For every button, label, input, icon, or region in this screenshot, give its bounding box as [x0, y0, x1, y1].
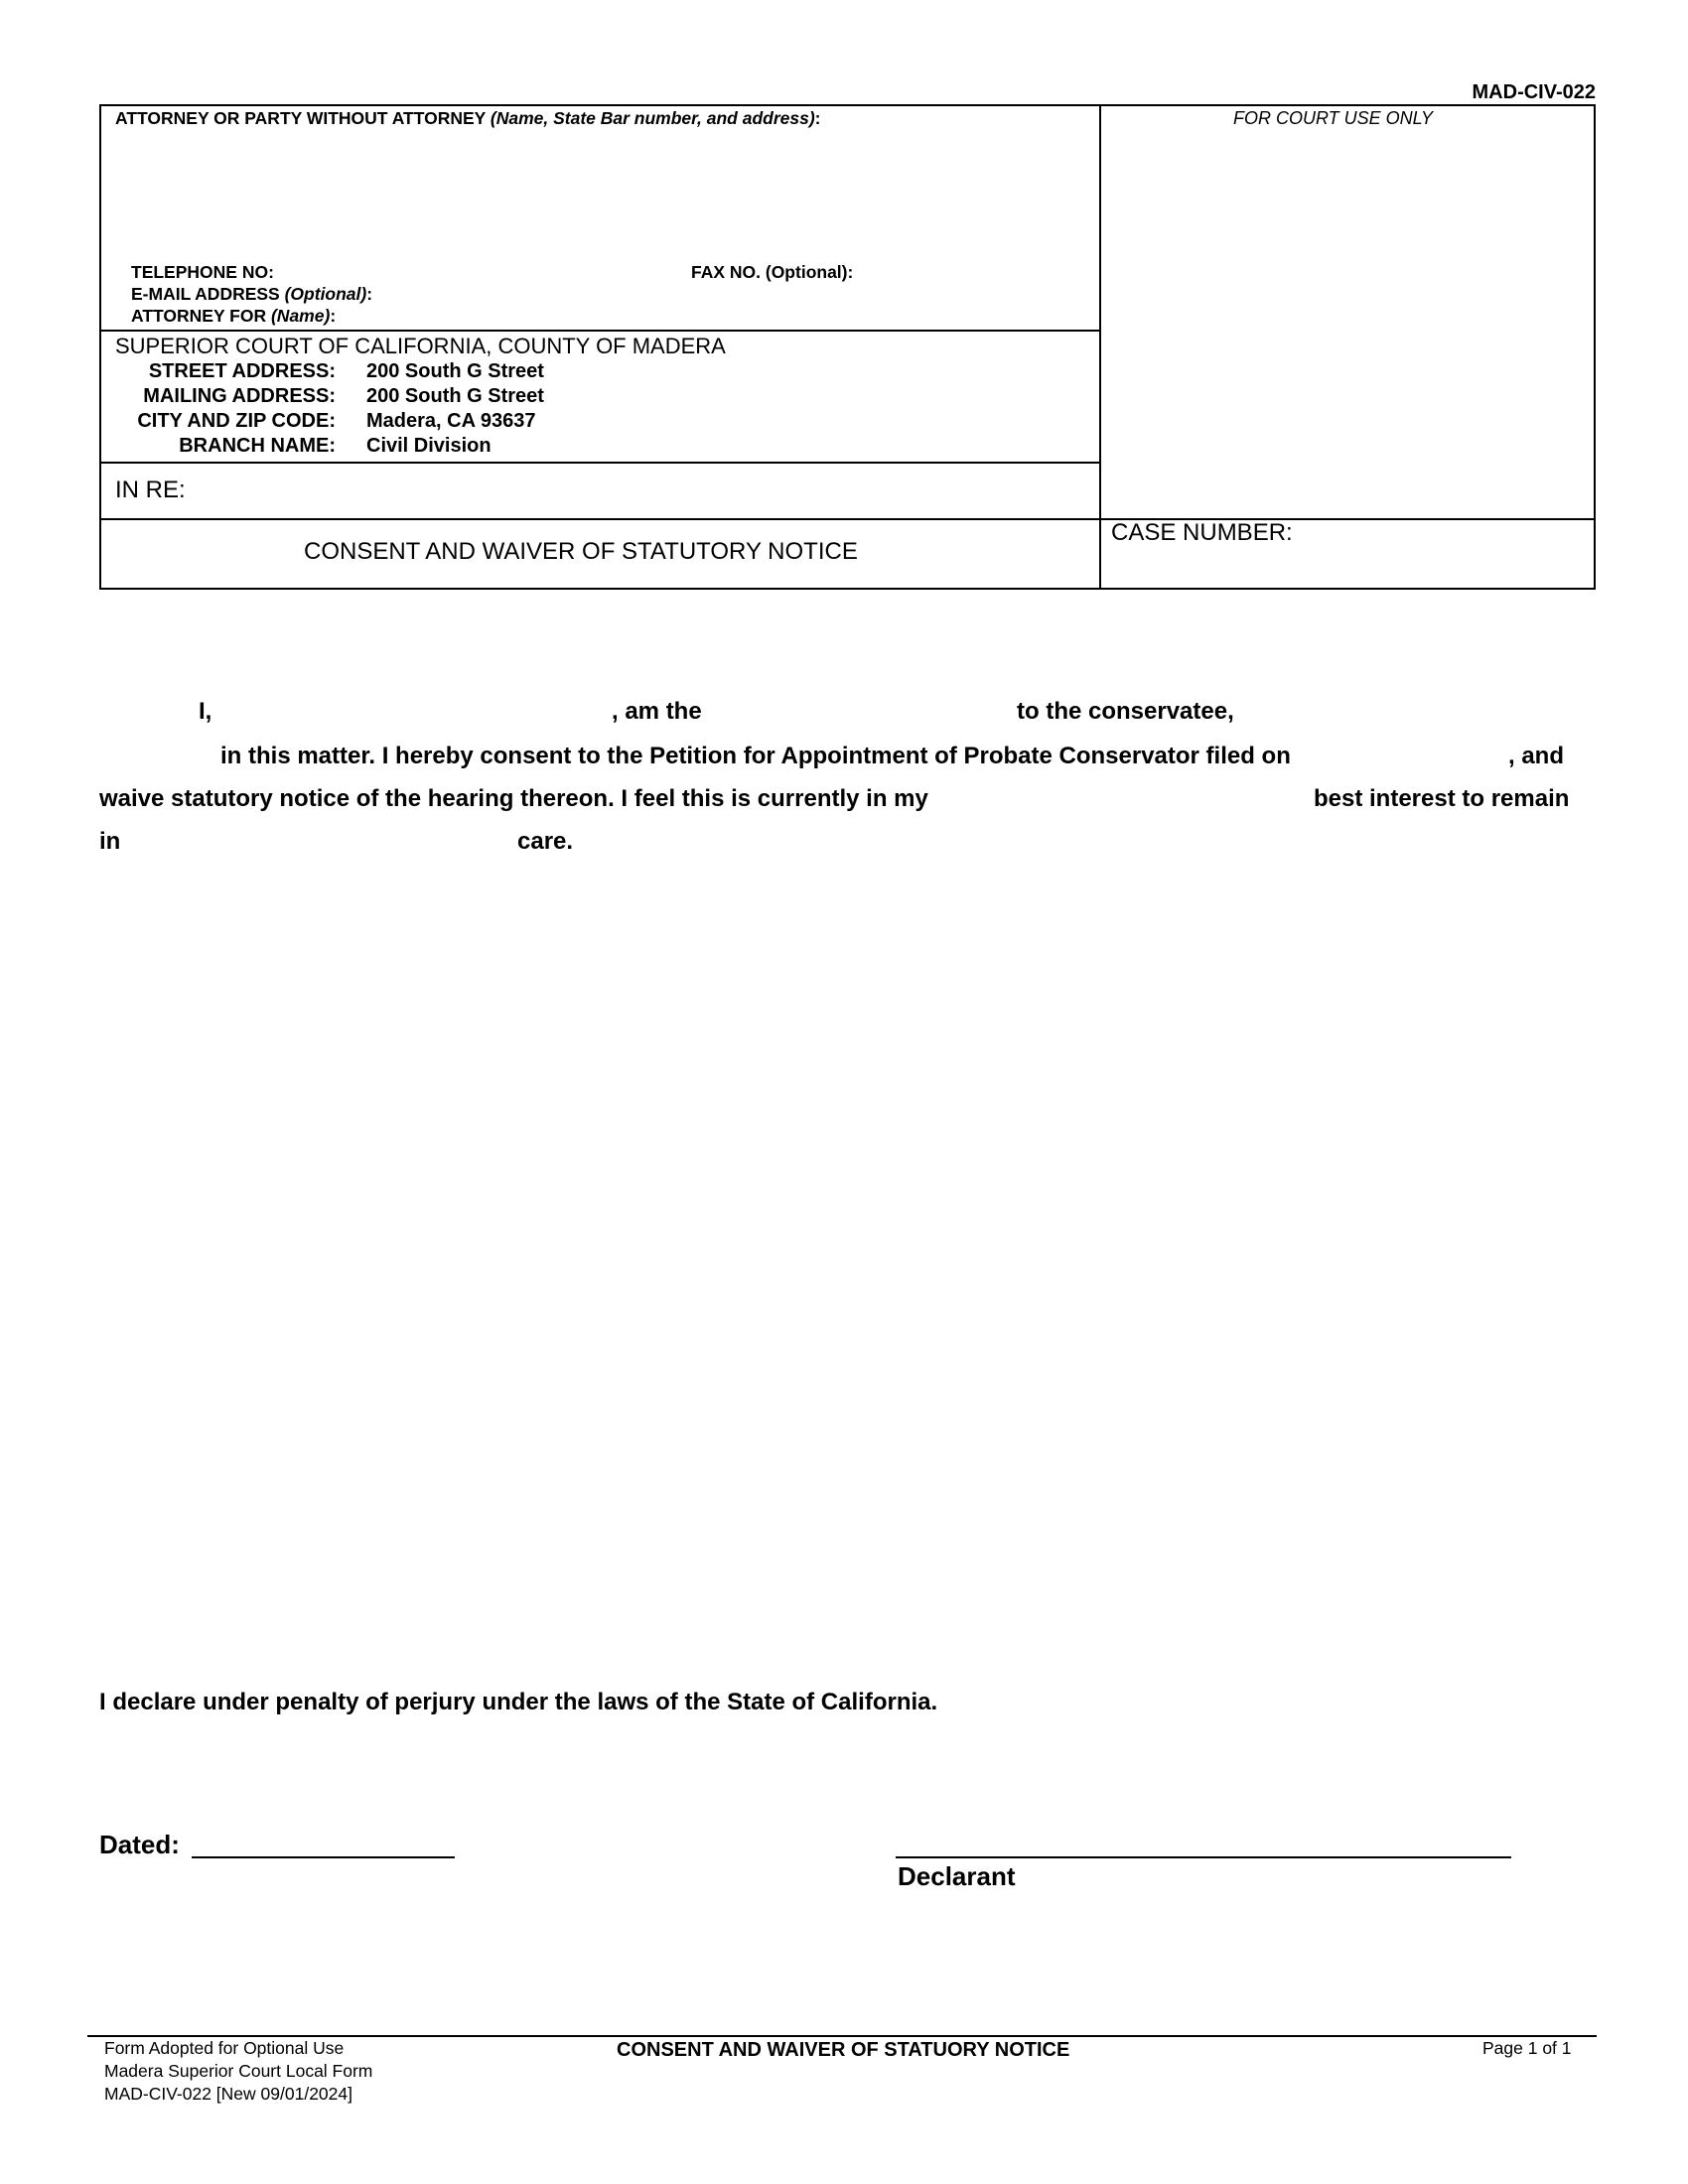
body-line2-and: , and: [1508, 743, 1565, 769]
body-line4-care: care.: [517, 828, 574, 855]
case-number-label: CASE NUMBER:: [1111, 519, 1293, 546]
body-line2-consent: in this matter. I hereby consent to the Petition for Appointment of Probate Conservator filed on: [220, 743, 1291, 769]
court-section-rule: [101, 462, 1099, 464]
mailing-address-value: 200 South G Street: [366, 385, 544, 407]
dated-line[interactable]: [192, 1856, 455, 1858]
body-line1-conservatee: to the conservatee,: [1017, 698, 1234, 725]
city-zip-label: CITY AND ZIP CODE:: [137, 410, 336, 432]
attorney-section-rule: [101, 330, 1099, 332]
street-address-value: 200 South G Street: [366, 360, 544, 382]
in-re-label: IN RE:: [115, 477, 186, 503]
form-id: MAD-CIV-022: [1472, 81, 1596, 103]
caption-header: [99, 104, 1596, 590]
body-line1-i: I,: [199, 698, 212, 725]
email-label: E-MAIL ADDRESS (Optional):: [131, 284, 373, 304]
court-use-only-label: FOR COURT USE ONLY: [1233, 108, 1434, 128]
form-title: CONSENT AND WAIVER OF STATUTORY NOTICE: [304, 538, 858, 565]
fax-label: FAX NO. (Optional):: [691, 262, 854, 282]
body-line3-waive: waive statutory notice of the hearing thereon. I feel this is currently in my: [99, 785, 928, 812]
footer-title: CONSENT AND WAIVER OF STATUORY NOTICE: [617, 2039, 1070, 2061]
declarant-signature-line[interactable]: [896, 1856, 1511, 1858]
attorney-for-label: ATTORNEY FOR (Name):: [131, 306, 337, 326]
court-name: SUPERIOR COURT OF CALIFORNIA, COUNTY OF MADERA: [115, 334, 726, 358]
branch-name-value: Civil Division: [366, 435, 492, 457]
footer-adopted: Form Adopted for Optional Use: [104, 2038, 345, 2058]
body-line4-in: in: [99, 828, 121, 855]
footer-form-revision: MAD-CIV-022 [New 09/01/2024]: [104, 2084, 352, 2104]
body-line3-best-interest: best interest to remain: [1314, 785, 1570, 812]
title-section-rule: [101, 518, 1594, 520]
telephone-label: TELEPHONE NO:: [131, 262, 274, 282]
footer-page-number: Page 1 of 1: [1482, 2038, 1572, 2058]
body-line1-am-the: , am the: [612, 698, 702, 725]
mailing-address-label: MAILING ADDRESS:: [143, 385, 336, 407]
city-zip-value: Madera, CA 93637: [366, 410, 536, 432]
caption-divider: [1099, 106, 1101, 588]
declarant-label: Declarant: [898, 1861, 1016, 1891]
attorney-label: ATTORNEY OR PARTY WITHOUT ATTORNEY (Name, State Bar number, and address):: [115, 108, 821, 128]
branch-name-label: BRANCH NAME:: [179, 435, 336, 457]
footer-local-form: Madera Superior Court Local Form: [104, 2061, 373, 2081]
dated-label: Dated:: [99, 1830, 180, 1859]
perjury-declaration: I declare under penalty of perjury under the laws of the State of California.: [99, 1689, 938, 1715]
footer-rule: [87, 2035, 1597, 2037]
street-address-label: STREET ADDRESS:: [148, 360, 336, 382]
